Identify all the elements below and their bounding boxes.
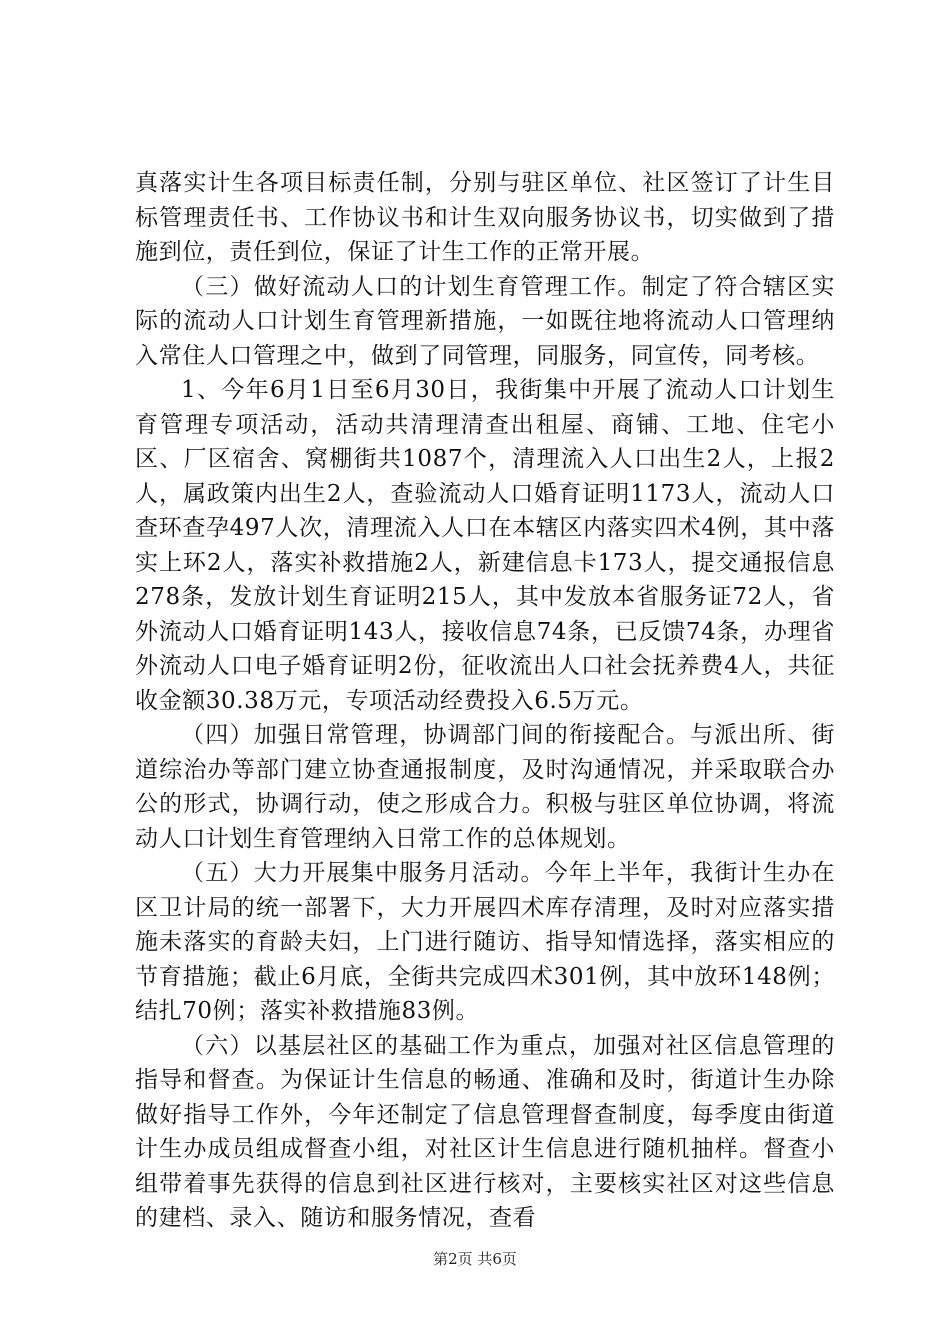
section-four-paragraph: （四）加强日常管理，协调部门间的衔接配合。与派出所、街道综治办等部门建立协查通报制度，及时沟通情况，并采取联合办公的形式，协调行动，使之形成合力。积极与驻区单位协调，将流动人口计划生育管理纳入日常工作的总体规划。 bbox=[135, 722, 835, 852]
section-six-paragraph: （六）以基层社区的基础工作为重点，加强对社区信息管理的指导和督查。为保证计生信息的畅通、准确和及时，街道计生办除做好指导工作外，今年还制定了信息管理督查制度，每季度由街道计生办成员组成督查小组，对社区计生信息进行随机抽样。督查小组带着事先获得的信息到社区进行核对，主要核实社区对这些信息的建档、录入、随访和服务情况，查看 bbox=[135, 1032, 835, 1231]
document-body bbox=[135, 166, 835, 1236]
campaign-statistics-paragraph: 1、今年6月1日至6月30日，我街集中开展了流动人口计划生育管理专项活动，活动共清理清查出租屋、商铺、工地、住宅小区、厂区宿舍、窝棚街共1087个，清理流入人口出生2人，上报2人，属政策内出生2人，查验流动人口婚育证明1173人，流动人口查环查孕497人次，清理流入人口在本辖区内落实四术4例，其中落实上环2人，落实补救措施2人，新建信息卡173人，提交通报信息278条，发放计划生育证明215人，其中发放本省服务证72人，省外流动人口婚育证明143人，接收信息74条，已反馈74条，办理省外流动人口电子婚育证明2份，征收流出人口社会抚养费4人，共征收金额30.38万元，专项活动经费投入6.5万元。 bbox=[135, 377, 835, 714]
body-paragraph-continuation: 真落实计生各项目标责任制，分别与驻区单位、社区签订了计生目标管理责任书、工作协议书和计生双向服务协议书，切实做到了措施到位，责任到位，保证了计生工作的正常开展。 bbox=[135, 170, 835, 265]
section-three-paragraph: （三）做好流动人口的计划生育管理工作。制定了符合辖区实际的流动人口计划生育管理新措施，一如既往地将流动人口管理纳入常住人口管理之中，做到了同管理，同服务，同宣传，同考核。 bbox=[135, 273, 835, 369]
page-number-footer: 第2页 共6页 bbox=[433, 1250, 517, 1268]
section-five-paragraph: （五）大力开展集中服务月活动。今年上半年，我街计生办在区卫计局的统一部署下，大力开展四术库存清理，及时对应落实措施未落实的育龄夫妇，上门进行随访、指导知情选择，落实相应的节育措施；截止6月底，全街共完成四术301例，其中放环148例；结扎70例；落实补救措施83例。 bbox=[135, 860, 835, 1024]
